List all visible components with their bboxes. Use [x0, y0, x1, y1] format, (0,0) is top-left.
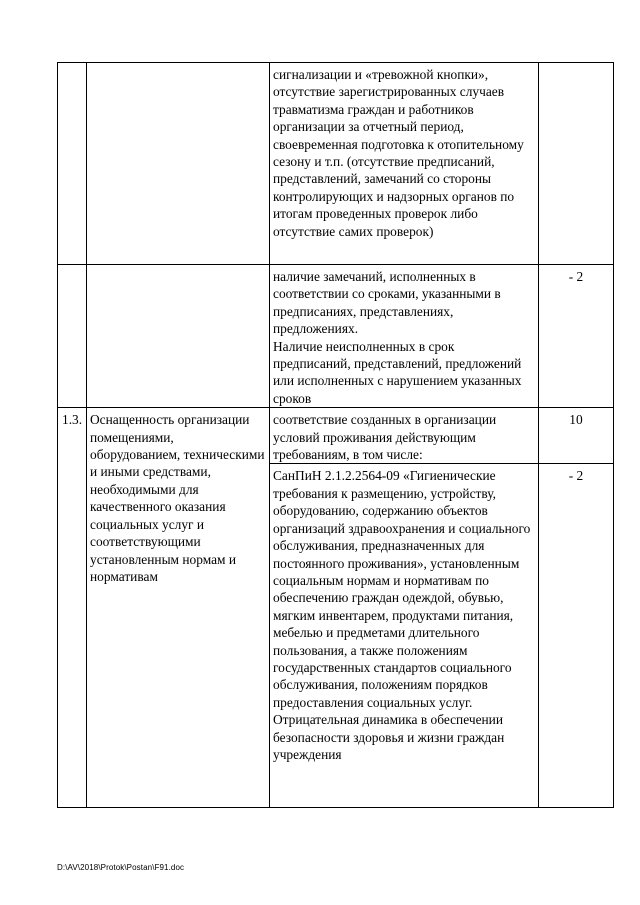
score-cell	[539, 265, 614, 408]
score-cell	[539, 63, 614, 265]
criterion-name: Оснащенность организации помещениями, оборудованием, техническими и иными средствами, необходимыми для качественного оказания социальных услуг и соответствующими установленным нормам и нормативам	[90, 412, 265, 584]
table-row	[58, 63, 614, 265]
indicator-description: СанПиН 2.1.2.2564-09 «Гигиенические требования к размещению, устройству, оборудованию, содержанию объектов организаций здравоохранения и социального обслуживания, предназначенных для постоянного проживания», установленным социальным нормам и нормативам по обеспечению граждан одеждой, обувью, мягким инвентарем, продуктами питания, мебелью и предметами длительного пользования, а также положениям государственных стандартов социального обслуживания, положениям порядков предоставления социальных услуг. Отрицательная динамика в обеспечении безопасности здоровья и жизни граждан учреждения	[273, 468, 531, 762]
indicator-description: соответствие созданных в организации условий проживания действующим требованиям, в том числе:	[273, 412, 497, 463]
score-cell	[539, 464, 614, 808]
table-row	[58, 408, 614, 464]
indicator-description: наличие замечаний, исполненных в соответствии со сроками, указанными в предписаниях, представлениях, предложениях. Наличие неисполненных в срок предписаний, представлений, предложений или исполненных с нарушением указанных сроков	[273, 269, 522, 406]
indicator-description-cell	[270, 464, 539, 808]
criterion-name-cell	[87, 408, 270, 808]
indicator-description: сигнализации и «тревожной кнопки», отсутствие зарегистрированных случаев травматизма граждан и работников организации за отчетный период, своевременная подготовка к отопительному сезону и т.п. (отсутствие предписаний, представлений, замечаний со стороны контролирующих и надзорных органов по итогам проведенных проверок либо отсутствие самих проверок)	[273, 67, 524, 239]
row-number: 1.3.	[62, 412, 83, 428]
row-number-cell	[58, 63, 87, 265]
document-file-path: D:\AV\2018\Protok\Postan\F91.doc	[57, 863, 185, 872]
criterion-name-cell	[87, 265, 270, 408]
row-number-cell	[58, 265, 87, 408]
score-value: - 2	[568, 468, 584, 484]
indicator-description-cell	[270, 265, 539, 408]
row-number-cell	[58, 408, 87, 808]
indicator-description-cell	[270, 63, 539, 265]
table-row	[58, 265, 614, 408]
criteria-table	[57, 62, 614, 808]
criterion-name-cell	[87, 63, 270, 265]
indicator-description-cell	[270, 408, 539, 464]
score-cell	[539, 408, 614, 464]
score-value: 10	[569, 412, 583, 428]
score-value: - 2	[568, 269, 584, 284]
